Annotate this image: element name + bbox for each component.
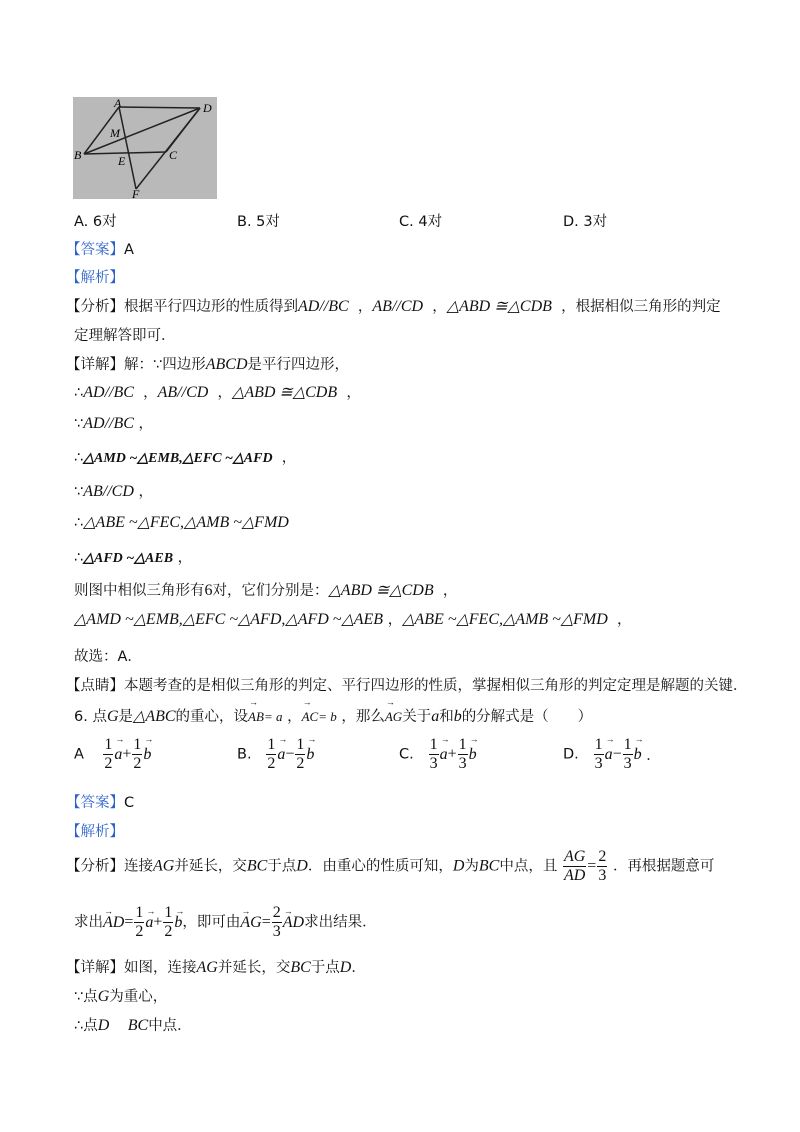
math: AD//BC [298,298,349,315]
label-B: B [74,148,82,162]
math: △ABD ≅△CDB [328,582,434,599]
math: D [296,857,308,875]
answer-value: C [124,795,135,811]
text: ∵点 [74,989,98,1005]
math: BC [246,857,268,875]
q6-option-c [399,737,477,772]
math: AB//CD [157,384,209,401]
math: AB//CD [372,298,424,315]
text: ． [351,960,366,976]
frac-num: 1 [296,736,305,753]
text: 是 [118,709,134,725]
text: 并延长，交 [174,858,247,875]
math: △ABE ~△FEC,△AMB ~△FMD [83,514,289,531]
xiangjie-line-7 [74,546,192,567]
label-M: M [110,126,120,140]
option-label: C. [399,746,414,763]
frac-num: AG [563,848,586,865]
operator: + [153,913,163,931]
math: D [452,857,465,875]
xiangjie-tag: 【详解】 [66,357,124,373]
vector-AG: AG → [240,910,261,936]
vector-b: b → [306,746,314,764]
fenxi-tag: 【分析】 [66,299,124,315]
frac-num: 1 [594,736,603,753]
frac-num: 1 [458,736,467,753]
frac-num: 1 [267,736,276,753]
text: ， [357,299,373,315]
text: ， [432,299,447,315]
text: 为 [464,858,479,875]
text: 对，它们分别是： [212,583,329,599]
text: ∴点 [74,1018,98,1034]
q6-jiexi-tag: 【解析】 [66,824,124,840]
text: 的重心，设 [175,709,249,725]
equals: = [124,913,134,931]
vector-b: b → [143,746,151,764]
math: a [431,708,440,725]
text: ， [287,709,302,725]
text: ．由重心的性质可知， [307,858,453,875]
math: = b [318,709,337,724]
frac-num: 1 [133,736,142,753]
fenxi-line-2: 定理解答即可． [74,328,176,344]
text: 根据平行四边形的性质得到 [124,299,298,315]
math: G [106,708,119,725]
text: ， [387,612,403,628]
math: AG [196,959,218,976]
vector-a: a → [145,910,153,936]
answer-tag: 【答案】 [66,242,124,258]
answer-tag: 【答案】 [66,795,124,811]
xiangjie-line-6 [74,512,289,532]
vector-AC: AC → [302,709,319,725]
q6-fenxi-line-1 [66,849,714,884]
math: BC [127,1017,149,1034]
text: ∵ [74,416,84,432]
text: 则图中相似三角形有 [74,583,205,599]
option-label: D. [563,746,579,763]
text: ∴ [74,515,84,531]
xiangjie-line-2 [74,381,361,402]
vector-a: a → [277,746,285,764]
frac-den: 3 [623,755,632,772]
text: ．再根据题意可 [612,858,715,875]
option-b: B. 5对 [237,214,280,230]
math: △ABD ≅△CDB [232,384,338,401]
option-a: A. 6对 [74,214,117,230]
operator: − [612,745,622,763]
frac-den: 2 [164,923,173,940]
text: 为重心， [109,989,168,1005]
equals: = [587,857,597,875]
math: ABCD [205,356,248,373]
label-E: E [118,154,126,168]
frac-den: 2 [296,755,305,772]
text: ，根据相似三角形的判定 [561,299,721,315]
text: ∴ [74,550,84,566]
text: 并延长，交 [217,960,291,976]
xiangjie-line-3 [74,412,153,433]
math: BC [478,857,500,875]
xiangjie-line-5 [74,480,153,501]
text: 于点 [310,960,340,976]
operator: + [122,745,132,763]
math: △AFD ~△AEB [83,551,174,566]
frac-num: 1 [623,736,632,753]
math: BC [290,959,311,976]
text: ． [646,748,661,764]
math: D [97,1017,110,1034]
xiangjie-line-4 [74,446,296,467]
math: AD//BC [83,415,134,432]
xiangjie-line-1 [66,353,349,374]
line-AF [119,107,136,189]
frac-den: 2 [133,755,142,772]
math: △ABD ≅△CDB [446,298,552,315]
text: ， [217,385,233,401]
text: ，即可由 [182,914,241,931]
vector-a: a → [440,746,448,764]
label-C: C [169,148,178,162]
q6-option-a [74,737,151,772]
q6-xiangjie-line-2 [74,985,167,1006]
label-D: D [203,101,212,115]
text: 本题考查的是相似三角形的判定、平行四边形的性质，掌握相似三角形的判定定理是解题的关键． [124,678,748,694]
text: ∵ [74,484,84,500]
vector-a: a → [605,746,613,764]
fenxi-tag: 【分析】 [66,858,124,875]
text: 的分解式是（ ） [461,709,593,725]
text: ∴ [74,385,84,401]
xiangjie-tag: 【详解】 [66,960,124,976]
q6-option-d [563,737,661,772]
option-c: C. 4对 [399,214,443,230]
text: ， [281,450,297,466]
q6-option-b [237,737,314,772]
line-AD [119,107,200,108]
text: 6. 点 [74,709,107,725]
frac-den: 2 [104,755,113,772]
jiexi-tag: 【解析】 [66,270,124,286]
text: ， [177,550,193,566]
vector-b: b → [469,746,477,764]
text: 解：∵四边形 [124,357,206,373]
dianjing-tag: 【点睛】 [66,678,124,694]
math: 6 [204,582,213,599]
parallelogram-diagram [73,97,217,199]
text: ，那么 [341,709,385,725]
text: 关于 [402,709,432,725]
math: D [339,959,352,976]
text: ， [138,416,154,432]
math: = a [263,709,283,724]
text: 是平行四边形， [247,357,350,373]
frac-num: 1 [104,736,113,753]
dianjing-line [66,674,748,695]
frac-den: 3 [272,923,281,940]
text: 中点． [148,1018,192,1034]
text: ， [138,484,154,500]
operator: − [285,745,295,763]
operator: + [447,745,457,763]
frac-den: 2 [267,755,276,772]
frac-num: 1 [135,904,144,921]
vector-AG: AG → [385,709,402,725]
q6-stem [74,705,592,726]
vector-AD: AD → [283,910,304,936]
option-label: B. [237,746,252,763]
math: △ABC [133,708,176,725]
math: △ABE ~△FEC,△AMB ~△FMD [402,611,608,628]
math: AD//BC [83,384,134,401]
text: 求出结果． [304,914,377,931]
q6-answer-line [66,791,134,812]
answer-line [66,238,134,259]
math: △AMD ~△EMB,△EFC ~△AFD,△AFD ~△AEB [74,611,384,628]
math: b [453,708,462,725]
frac-den: 3 [598,867,607,884]
geometry-figure [73,97,217,199]
q6-fenxi-line-2 [74,905,377,940]
frac-den: AD [563,867,586,884]
frac-num: 1 [164,904,173,921]
vector-a: a → [114,746,122,764]
answer-value: A [124,242,134,258]
math: G [97,988,110,1005]
text: ， [617,612,632,628]
frac-den: 3 [594,755,603,772]
math: AG [153,857,175,875]
vector-AB: AB → [248,709,264,725]
text: 于点 [267,858,297,875]
vector-AD: AD → [103,910,124,936]
q6-xiangjie-line-1 [66,956,366,977]
option-d: D. 3对 [563,214,608,230]
q6-xiangjie-line-3 [74,1014,192,1035]
frac-den: 3 [458,755,467,772]
text: 和 [439,709,454,725]
text: ， [442,583,458,599]
frac-den: 3 [429,755,438,772]
label-F: F [132,187,140,199]
text: 连接 [124,858,153,875]
text: 求出 [74,914,103,931]
frac-num: 1 [429,736,438,753]
fenxi-line-1 [66,295,721,316]
frac-num: 2 [272,904,281,921]
label-A: A [114,97,122,110]
equals: = [261,913,271,931]
option-label: A [74,746,84,763]
frac-num: 2 [598,848,607,865]
vector-b: b → [634,746,642,764]
math: AB//CD [83,483,134,500]
text: 如图，连接 [124,960,197,976]
math: △AMD ~△EMB,△EFC ~△AFD [83,451,273,466]
text: ， [143,385,158,401]
xiangjie-line-8 [74,579,457,600]
vector-b: b → [174,910,182,936]
text: 中点，且 [499,858,558,875]
xiangjie-line-9 [74,608,632,629]
text: ， [346,385,361,401]
text: ∴ [74,450,84,466]
frac-den: 2 [135,923,144,940]
xiangjie-line-10: 故选：A． [74,649,142,665]
